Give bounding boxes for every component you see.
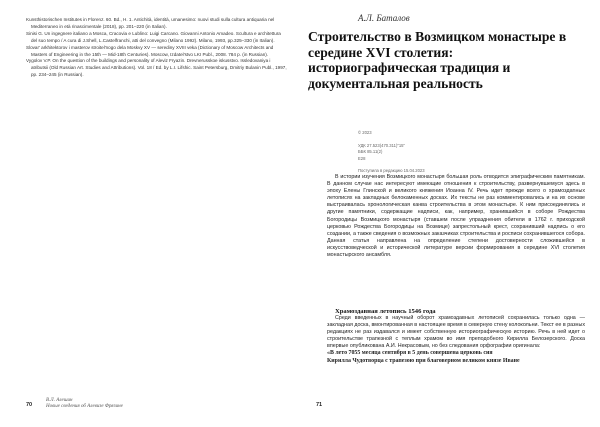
bbk-code: ББК 85.11(2) xyxy=(358,149,383,155)
section-heading: Храмоздавная летопись 1546 года xyxy=(335,308,436,315)
received-date: Поступила в редакцию 15.04.2023 xyxy=(358,168,425,174)
running-footer xyxy=(46,398,123,410)
running-author: В.Л. Алешин xyxy=(46,398,73,403)
article-author: А.Л. Баталов xyxy=(358,13,410,23)
article-title: Строительство в Возмицком монастыре в середине XVI столетия: историографическая традиция и документальная реальность xyxy=(308,29,567,91)
page-number-right: 71 xyxy=(316,402,323,408)
right-page xyxy=(300,0,600,427)
section-paragraph: Среди введенных в научный оборот храмоздавных летописей сохранилась только одна — закладная доска, вмонтированная в настоящее время в северную стену колокольни. Текст ее в разных редакциях не раз издавался и имеет собственную историографическую историю. Речь в ней идет о строительстве трапезной с теплым храмом во имя преподобного Кирилла Белозерского. Доска впервые опубликована А.И. Некрасовым, но без следования орфографии оригинала: xyxy=(327,315,585,350)
running-title: Новые сведения об Алевизе Фрязине xyxy=(46,404,123,410)
intro-paragraph: В истории изучения Возмицкого монастыря большая роль отводится эпиграфическим памятникам. В данном случае нас интересуют имеющие отношения к строительству, развернувшемуся здесь в эпоху Елены Глинской и великого княжения Иоанна IV. Речь идет прежде всего о храмоздanных летописях на закладных белокаменных досках. Их тексты не раз комментировались и на их основе выстраивалась хронологическая канва строительства в этом монастыре. К ним присоединялись и другие памятники, содержащие надписи, как, например, хранившийся в соборе Рождества Богородицы Возмицкого монастыря (ставшем после упразднения обители в 1762 г. приходской церковью Рождества Богородицы на Возмице) запрестольный крест, сохранивший надпись о его создании, а также сведения о возможных заказчиках строительства и росписи сохранившегося собора. Данная статья направлена на определение степени достоверности сложившейся в искусствоведческой и исторической литературе версии формирования в середине XVI столетия монастырского ансамбля. xyxy=(327,174,585,259)
quote-line-2: Кирилла Чудотворца с трапезою при благоверном великом князе Иване xyxy=(327,357,520,364)
article-metadata xyxy=(358,130,425,175)
reference-list xyxy=(26,17,288,79)
intro-text xyxy=(327,174,585,259)
reference-item: Kunsthistorischen Institutes in Florenz. 60. Bd., H. 1. Antichità, identità, umanesimo: nuovi studi sulla cultura antiquaria nel Mediterraneo in età rinascimentale (2018), pp. 201–220 (in Italian). xyxy=(26,17,275,29)
reference-item: Sinisi G. Un ingegnere italiano a Mosca, Cracovia e Lublino: Luigi Carcano. Giovanni Antonio Amadeo. Scultura e architettura del suo tempo / A cura di J.Shell, L.Castelfranchi, atti del convegno (Milano 1992). Milano, 1993, pp.325–330 (in Italian). xyxy=(26,30,281,43)
section-text xyxy=(327,315,585,365)
copyright: © 2023 xyxy=(358,130,372,135)
reference-item: Slovar' arkhitektorov i masterov stroitel'nogo dela Moskvy XV — serediny XVIII veka (Dictionary of Moscow Architects and Masters of Engineering in the 15th — Mid-18th Centuries). Moscow, Izdatel'stvo LKI Publ., 2008. 784 p. (in Russian). xyxy=(26,44,274,57)
doi-code: E28 xyxy=(358,155,366,161)
reference-item: Vygolov V.P. On the question of the buildings and personality of Aleviz Fryazin. Drevnerusskoe iskusstvo. Issledovaniya i atributsii (Old Russian Art. Studies and Attributions). Vol. 18 / Ed. by L.I. Lifshic. Saint Petersburg, Dmitriy Bulanin Publ., 1997, pp. 234–245 (in Russian). xyxy=(26,58,287,78)
udk-code: УДК 27.523(470.311)"15" xyxy=(358,142,405,148)
quote-line-1: «В лето 7055 месяца сентября в 5 день совершена церковь сия xyxy=(327,350,493,357)
page-number-left: 70 xyxy=(26,402,33,408)
